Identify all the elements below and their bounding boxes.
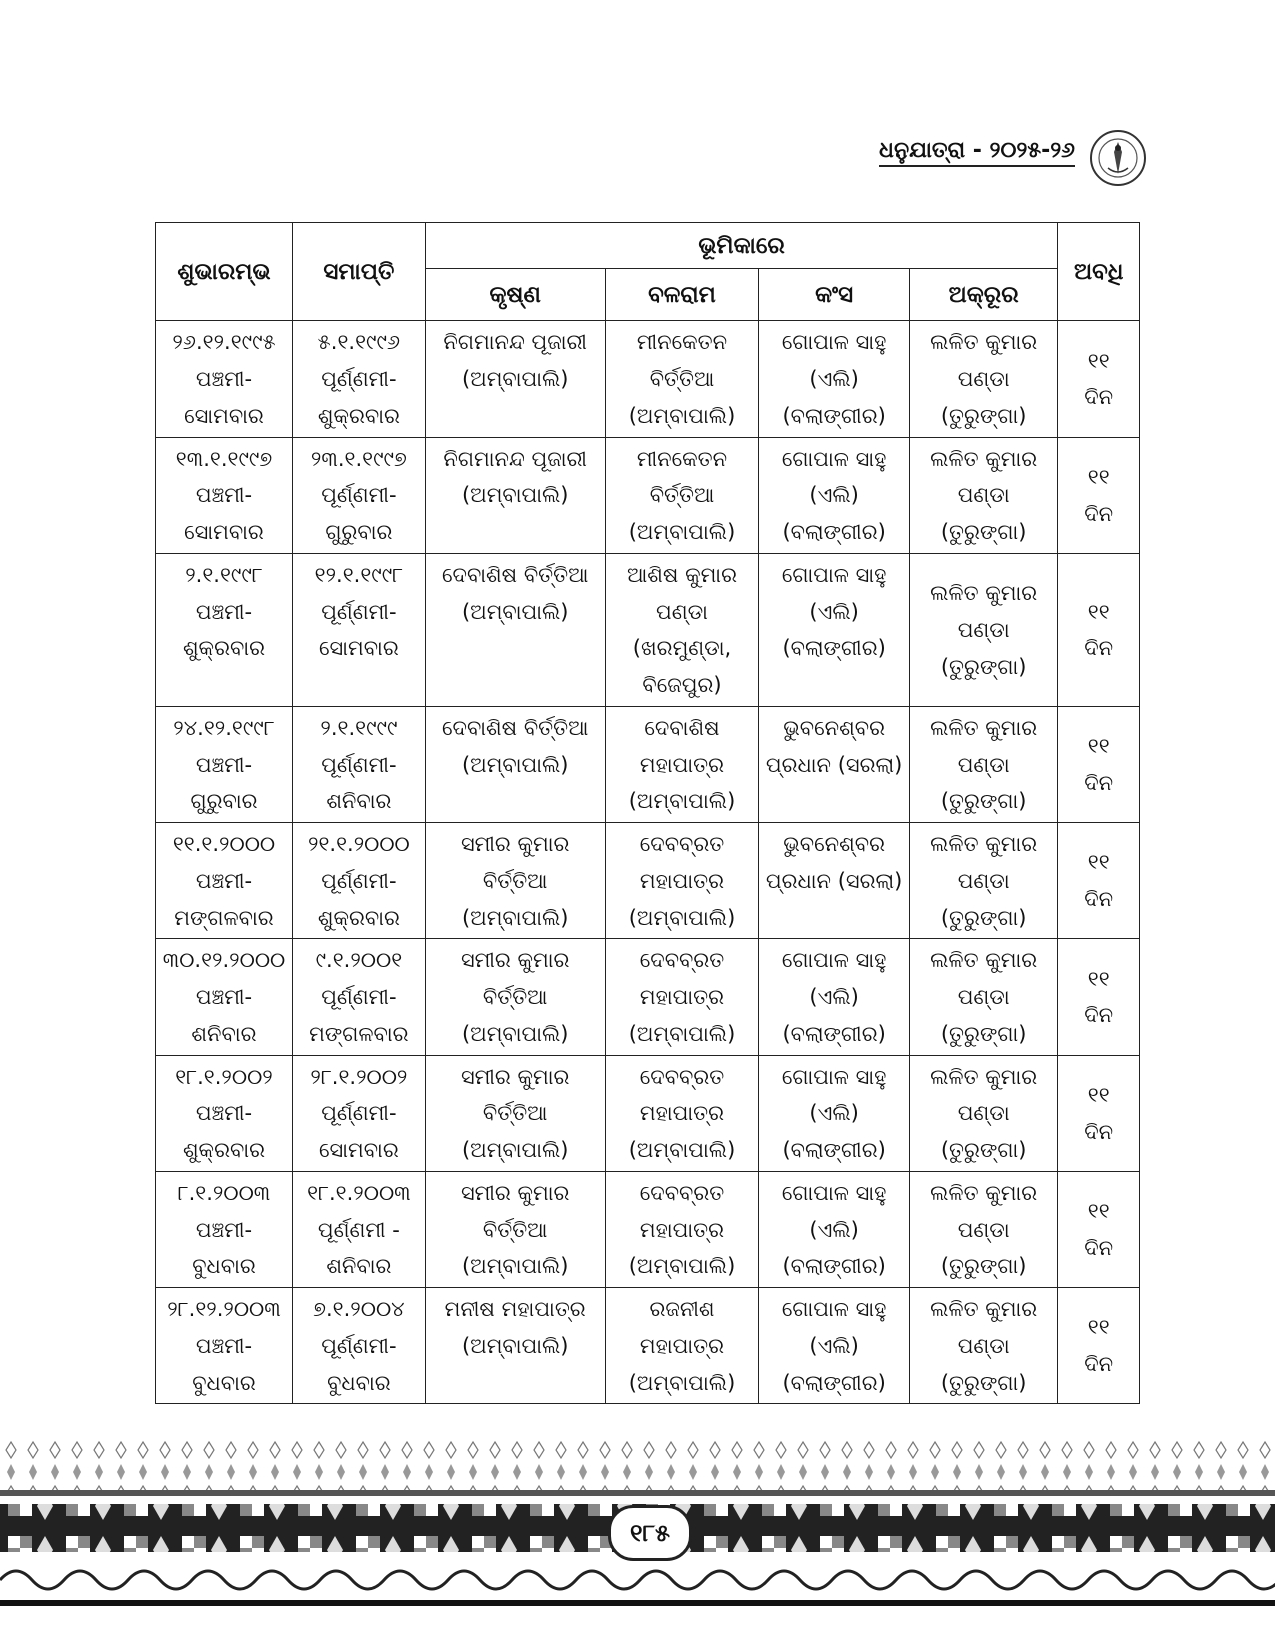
kansa-cell: ଗୋପାଳ ସାହୁ (ଏଲି) (ବଲାଙ୍ଗୀର) [759,1171,910,1287]
table-row [156,706,1140,822]
header-krishna: କୃଷ୍ଣ [425,269,605,321]
akrura-cell: ଲଳିତ କୁମାର ପଣ୍ଡା (ତୁରୁଙ୍ଗା) [909,1171,1057,1287]
end-cell: ୨୧.୧.୨୦୦୦ ପୂର୍ଣ୍ଣମୀ- ଶୁକ୍ରବାର [292,823,425,939]
end-cell: ୨.୧.୧୯୯୯ ପୂର୍ଣ୍ଣମୀ- ଶନିବାର [292,706,425,822]
balaram-cell: ଦେବବ୍ରତ ମହାପାତ୍ର (ଅମ୍ବାପାଲି) [605,823,759,939]
table-row [156,553,1140,706]
kansa-cell: ଗୋପାଳ ସାହୁ (ଏଲି) (ବଲାଙ୍ଗୀର) [759,321,910,437]
balaram-cell: ଦେବବ୍ରତ ମହାପାତ୍ର (ଅମ୍ବାପାଲି) [605,1055,759,1171]
duration-cell: ୧୧ ଦିନ [1058,321,1140,437]
balaram-cell: ଦେବବ୍ରତ ମହାପାତ୍ର (ଅମ୍ବାପାଲି) [605,939,759,1055]
krishna-cell: ମନୀଷ ମହାପାତ୍ର (ଅମ୍ବାପାଲି) [425,1288,605,1404]
table-row [156,1171,1140,1287]
start-cell: ୧୮.୧.୨୦୦୨ ପଞ୍ଚମୀ- ଶୁକ୍ରବାର [156,1055,293,1171]
end-cell: ୨୩.୧.୧୯୯୭ ପୂର୍ଣ୍ଣମୀ- ଗୁରୁବାର [292,437,425,553]
start-cell: ୧୧.୧.୨୦୦୦ ପଞ୍ଚମୀ- ମଙ୍ଗଳବାର [156,823,293,939]
kansa-cell: ଗୋପାଳ ସାହୁ (ଏଲି) (ବଲାଙ୍ଗୀର) [759,437,910,553]
kansa-cell: ଭୁବନେଶ୍ବର ପ୍ରଧାନ (ସରଲା) [759,706,910,822]
akrura-cell: ଲଳିତ କୁମାର ପଣ୍ଡା (ତୁରୁଙ୍ଗା) [909,823,1057,939]
duration-cell: ୧୧ ଦିନ [1058,1288,1140,1404]
balaram-cell: ମୀନକେତନ ବିର୍ତ୍ତିଆ (ଅମ୍ବାପାଲି) [605,437,759,553]
table-row [156,1055,1140,1171]
akrura-cell: ଲଳିତ କୁମାର ପଣ୍ଡା (ତୁରୁଙ୍ଗା) [909,1055,1057,1171]
balaram-cell: ମୀନକେତନ ବିର୍ତ୍ତିଆ (ଅମ୍ବାପାଲି) [605,321,759,437]
kansa-cell: ଗୋପାଳ ସାହୁ (ଏଲି) (ବଲାଙ୍ଗୀର) [759,1288,910,1404]
akrura-cell: ଲଳିତ କୁମାର ପଣ୍ଡା (ତୁରୁଙ୍ଗା) [909,1288,1057,1404]
balaram-cell: ରଜନୀଶ ମହାପାତ୍ର (ଅମ୍ବାପାଲି) [605,1288,759,1404]
krishna-cell: ନିଗମାନନ୍ଦ ପୂଜାରୀ (ଅମ୍ବାପାଲି) [425,437,605,553]
balaram-cell: ଦେବାଶିଷ ମହାପାତ୍ର (ଅମ୍ବାପାଲି) [605,706,759,822]
duration-cell: ୧୧ ଦିନ [1058,823,1140,939]
header-balaram: ବଳରାମ [605,269,759,321]
balaram-cell: ଦେବବ୍ରତ ମହାପାତ୍ର (ଅମ୍ବାପାଲି) [605,1171,759,1287]
balaram-cell: ଆଶିଷ କୁମାର ପଣ୍ଡା (ଖରମୁଣ୍ଡା, ବିଜେପୁର) [605,553,759,706]
end-cell: ୭.୧.୨୦୦୪ ପୂର୍ଣ୍ଣମୀ- ବୁଧବାର [292,1288,425,1404]
end-cell: ୧୨.୧.୧୯୯୮ ପୂର୍ଣ୍ଣମୀ- ସୋମବାର [292,553,425,706]
kansa-cell: ଗୋପାଳ ସାହୁ (ଏଲି) (ବଲାଙ୍ଗୀର) [759,1055,910,1171]
akrura-cell: ଲଳିତ କୁମାର ପଣ୍ଡା (ତୁରୁଙ୍ଗା) [909,706,1057,822]
dhanuyatra-schedule-table [155,222,1140,1404]
table-row [156,939,1140,1055]
duration-cell: ୧୧ ଦିନ [1058,437,1140,553]
kansa-cell: ଗୋପାଳ ସାହୁ (ଏଲି) (ବଲାଙ୍ଗୀର) [759,939,910,1055]
header-end: ସମାପ୍ତି [292,223,425,321]
start-cell: ୨.୧.୧୯୯୮ ପଞ୍ଚମୀ- ଶୁକ୍ରବାର [156,553,293,706]
end-cell: ୨୮.୧.୨୦୦୨ ପୂର୍ଣ୍ଣମୀ- ସୋମବାର [292,1055,425,1171]
header-kansa: କଂସ [759,269,910,321]
krishna-cell: ସମୀର କୁମାର ବିର୍ତ୍ତିଆ (ଅମ୍ବାପାଲି) [425,1055,605,1171]
krishna-cell: ସମୀର କୁମାର ବିର୍ତ୍ତିଆ (ଅମ୍ବାପାଲି) [425,939,605,1055]
page-number-text: ୧୮୫ [629,1519,670,1547]
start-cell: ୮.୧.୨୦୦୩ ପଞ୍ଚମୀ- ବୁଧବାର [156,1171,293,1287]
seal-emblem-icon [1088,128,1148,188]
start-cell: ୩୦.୧୨.୨୦୦୦ ପଞ୍ଚମୀ- ଶନିବାର [156,939,293,1055]
table-row [156,1288,1140,1404]
krishna-cell: ନିଗମାନନ୍ଦ ପୂଜାରୀ (ଅମ୍ବାପାଲି) [425,321,605,437]
header-akrura: ଅକ୍ରୂର [909,269,1057,321]
page-number [608,1505,692,1561]
akrura-cell: ଲଳିତ କୁମାର ପଣ୍ଡା (ତୁରୁଙ୍ଗା) [909,553,1057,706]
start-cell: ୨୬.୧୨.୧୯୯୫ ପଞ୍ଚମୀ- ସୋମବାର [156,321,293,437]
start-cell: ୨୮.୧୨.୨୦୦୩ ପଞ୍ଚମୀ- ବୁଧବାର [156,1288,293,1404]
table-row [156,321,1140,437]
end-cell: ୯.୧.୨୦୦୧ ପୂର୍ଣ୍ଣମୀ- ମଙ୍ଗଳବାର [292,939,425,1055]
header-duration: ଅବଧି [1058,223,1140,321]
start-cell: ୧୩.୧.୧୯୯୭ ପଞ୍ଚମୀ- ସୋମବାର [156,437,293,553]
akrura-cell: ଲଳିତ କୁମାର ପଣ୍ଡା (ତୁରୁଙ୍ଗା) [909,321,1057,437]
kansa-cell: ଗୋପାଳ ସାହୁ (ଏଲି) (ବଲାଙ୍ଗୀର) [759,553,910,706]
table-row [156,823,1140,939]
table-row [156,437,1140,553]
header-roles: ଭୂମିକାରେ [425,223,1058,269]
duration-cell: ୧୧ ଦିନ [1058,553,1140,706]
krishna-cell: ଦେବାଶିଷ ବିର୍ତ୍ତିଆ (ଅମ୍ବାପାଲି) [425,553,605,706]
start-cell: ୨୪.୧୨.୧୯୯୮ ପଞ୍ଚମୀ- ଗୁରୁବାର [156,706,293,822]
duration-cell: ୧୧ ଦିନ [1058,1055,1140,1171]
akrura-cell: ଲଳିତ କୁମାର ପଣ୍ଡା (ତୁରୁଙ୍ଗା) [909,437,1057,553]
krishna-cell: ସମୀର କୁମାର ବିର୍ତ୍ତିଆ (ଅମ୍ବାପାଲି) [425,823,605,939]
akrura-cell: ଲଳିତ କୁମାର ପଣ୍ଡା (ତୁରୁଙ୍ଗା) [909,939,1057,1055]
end-cell: ୧୮.୧.୨୦୦୩ ପୂର୍ଣ୍ଣମୀ - ଶନିବାର [292,1171,425,1287]
duration-cell: ୧୧ ଦିନ [1058,706,1140,822]
krishna-cell: ଦେବାଶିଷ ବିର୍ତ୍ତିଆ (ଅମ୍ବାପାଲି) [425,706,605,822]
end-cell: ୫.୧.୧୯୯୬ ପୂର୍ଣ୍ଣମୀ- ଶୁକ୍ରବାର [292,321,425,437]
krishna-cell: ସମୀର କୁମାର ବିର୍ତ୍ତିଆ (ଅମ୍ବାପାଲି) [425,1171,605,1287]
duration-cell: ୧୧ ଦିନ [1058,1171,1140,1287]
header-start: ଶୁଭାରମ୍ଭ [156,223,293,321]
kansa-cell: ଭୁବନେଶ୍ବର ପ୍ରଧାନ (ସରଲା) [759,823,910,939]
page-header-title: ଧନୁଯାତ୍ରା - ୨୦୨୫-୨୬ [879,138,1075,167]
duration-cell: ୧୧ ଦିନ [1058,939,1140,1055]
